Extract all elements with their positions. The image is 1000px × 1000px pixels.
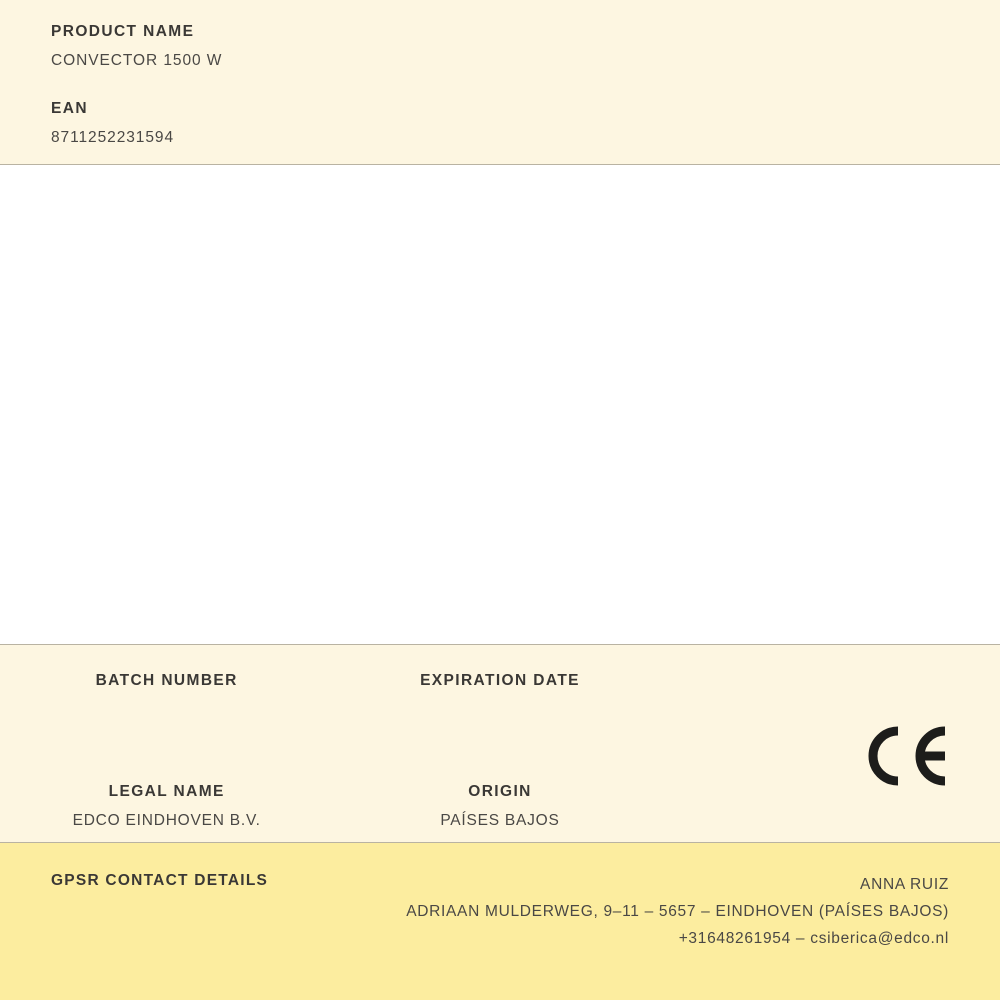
product-name-label: PRODUCT NAME [51, 23, 195, 40]
product-header-block [0, 0, 1000, 165]
batch-number-cell [0, 671, 333, 718]
product-details-block [0, 645, 1000, 843]
ean-field [0, 99, 1000, 148]
gpsr-contact-lines [406, 871, 949, 952]
legal-name-cell [0, 782, 333, 831]
origin-value: PAÍSES BAJOS [440, 812, 560, 830]
gpsr-contact-address: ADRIAAN MULDERWEG, 9–11 – 5657 – EINDHOVEN (PAÍSES BAJOS) [406, 903, 949, 921]
legal-name-value: EDCO EINDHOVEN B.V. [72, 812, 261, 830]
details-spacer-cell [667, 671, 1000, 718]
details-spacer-cell-two [667, 782, 1000, 831]
origin-cell [333, 782, 666, 831]
gpsr-contact-label: GPSR CONTACT DETAILS [51, 872, 269, 889]
expiration-date-value [343, 700, 656, 718]
details-row-two [0, 718, 1000, 831]
batch-number-value [10, 700, 323, 718]
blank-content-area [0, 165, 1000, 645]
gpsr-contact-name: ANNA RUIZ [860, 876, 949, 893]
ean-value: 8711252231594 [51, 129, 175, 147]
gpsr-contact-block [0, 843, 1000, 1000]
gpsr-contact-phone-email: +31648261954 – csiberica@edco.nl [678, 930, 949, 948]
product-name-field [0, 22, 1000, 71]
origin-label: ORIGIN [468, 783, 532, 801]
legal-name-label: LEGAL NAME [108, 783, 225, 801]
ce-marking-icon [857, 725, 949, 787]
product-name-value: CONVECTOR 1500 W [51, 52, 223, 70]
details-row-one [0, 645, 1000, 718]
expiration-date-label: EXPIRATION DATE [420, 672, 580, 689]
batch-number-label: BATCH NUMBER [95, 672, 238, 689]
ean-label: EAN [51, 100, 88, 118]
expiration-date-cell [333, 671, 666, 718]
